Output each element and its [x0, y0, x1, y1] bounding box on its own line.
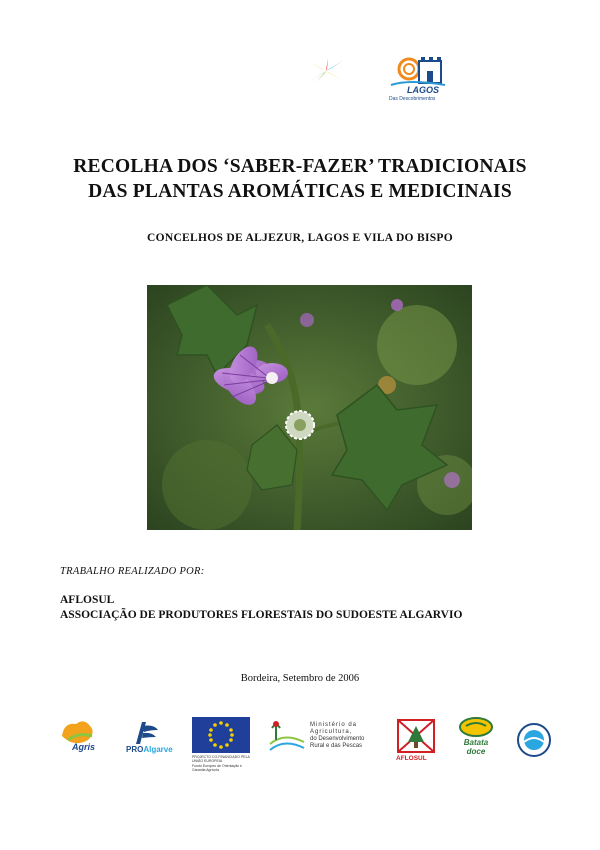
- ministry-agriculture-logo-icon: [264, 718, 376, 758]
- page-title-line-1: RECOLHA DOS ‘SABER-FAZER’ TRADICIONAIS: [73, 156, 527, 177]
- star-burst-logo-icon: [306, 58, 346, 84]
- lagos-castle-logo-icon: [385, 55, 451, 103]
- agris-logo-icon: [58, 718, 104, 758]
- round-seal-logo-icon: [516, 722, 552, 758]
- ministry-text: [310, 722, 364, 750]
- credits-label: TRABALHO REALIZADO POR:: [60, 566, 205, 577]
- organization-short-name: AFLOSUL: [60, 594, 115, 606]
- ministry-line-4: Rural e das Pescas: [310, 743, 363, 749]
- proalgarve-logo-icon: [122, 720, 180, 760]
- lagos-logo-subtext: Das Descobrimentos: [389, 96, 436, 102]
- aflosul-logo-icon: [394, 718, 438, 766]
- ministry-line-3: do Desenvolvimento: [310, 736, 365, 742]
- eu-flag-logo-icon: [192, 717, 250, 773]
- batata-line-1: Batata: [463, 738, 489, 747]
- proalgarve-rest-text: Algarve: [143, 745, 173, 754]
- page-title: [0, 154, 600, 204]
- mallow-flower-photo: [147, 285, 472, 530]
- lagos-logo-text: LAGOS: [407, 85, 440, 95]
- proalgarve-pro-text: PRO: [126, 745, 144, 754]
- page-subtitle: CONCELHOS DE ALJEZUR, LAGOS E VILA DO BISPO: [146, 232, 453, 244]
- organization-full-name: ASSOCIAÇÃO DE PRODUTORES FLORESTAIS DO SUDOESTE ALGARVIO: [60, 609, 463, 621]
- credits-organization: [60, 593, 462, 623]
- agris-logo-text: Agris: [72, 742, 96, 752]
- batata-line-2: doce: [466, 747, 486, 756]
- eu-caption: PROJECTO CO-FINANCIADO PELA UNIÃO EUROPEIA: [192, 755, 250, 763]
- batata-doce-text: [456, 738, 496, 756]
- batata-doce-logo-icon: [456, 716, 496, 760]
- aflosul-logo-text: AFLOSUL: [396, 755, 427, 762]
- proalgarve-logo-text: [126, 745, 173, 754]
- eu-caption-2: Fundo Europeu de Orientação e Garantia Agrícola: [192, 764, 243, 772]
- page-title-line-2: DAS PLANTAS AROMÁTICAS E MEDICINAIS: [88, 181, 512, 202]
- ministry-line-1: Ministério da: [310, 722, 358, 728]
- place-date: Bordeira, Setembro de 2006: [240, 673, 360, 684]
- ministry-line-2: Agricultura,: [310, 729, 353, 735]
